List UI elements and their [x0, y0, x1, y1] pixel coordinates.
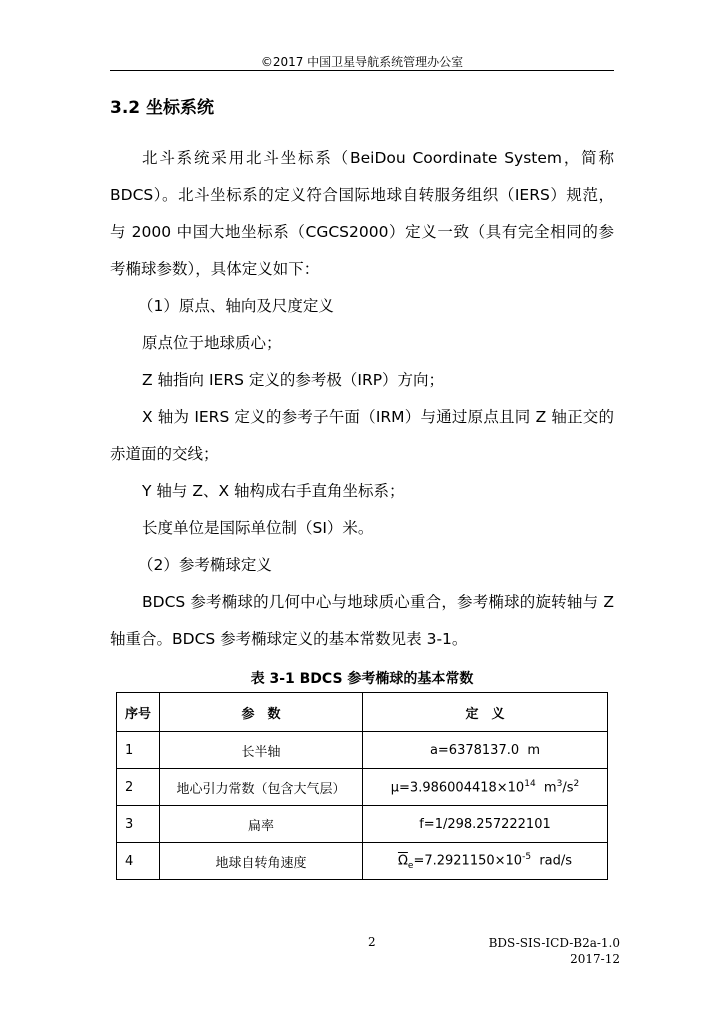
table-header-row	[117, 693, 608, 732]
def-unit-exp: 3	[556, 778, 563, 789]
def-subscript: e	[407, 860, 414, 871]
def-unit: m	[535, 780, 557, 796]
row-param: 地球自转角速度	[160, 843, 363, 880]
row-param: 长半轴	[160, 732, 363, 769]
section-title: 3.2 坐标系统	[110, 98, 215, 118]
row-no: 3	[117, 806, 160, 843]
def-unit-exp: 2	[573, 778, 580, 789]
paragraph-intro: 北斗系统采用北斗坐标系（BeiDou Coordinate System，简称BDCS）。北斗坐标系的定义符合国际地球自转服务组织（IERS）规范，与 2000 中国大地坐标系（CGCS2000）定义一致（具有完全相同的参考椭球参数），具体定义如下：	[110, 149, 614, 278]
paragraph-origin: 原点位于地球质心；	[142, 334, 282, 352]
table-row	[117, 769, 608, 806]
paragraph-heading-2: （2）参考椭球定义	[138, 556, 272, 574]
header-rule	[110, 70, 614, 71]
row-param: 扁率	[160, 806, 363, 843]
header-param: 参 数	[160, 693, 363, 732]
def-unit-mid: /s	[562, 780, 574, 796]
paragraph-length-unit: 长度单位是国际单位制（SI）米。	[142, 519, 374, 537]
doc-id-text: BDS-SIS-ICD-B2a-1.0	[488, 936, 620, 950]
paragraph-z-axis: Z 轴指向 IERS 定义的参考极（IRP）方向；	[142, 371, 445, 389]
row-def	[363, 843, 608, 880]
table-row	[117, 843, 608, 880]
row-param: 地心引力常数（包含大气层）	[160, 769, 363, 806]
def-exponent: 14	[524, 778, 536, 789]
header-def: 定 义	[363, 693, 608, 732]
body-text	[110, 140, 614, 658]
paragraph-heading-1: （1）原点、轴向及尺度定义	[138, 297, 334, 315]
def-base: =7.2921150×10	[413, 852, 523, 868]
def-unit: rad/s	[531, 852, 573, 868]
def-symbol: $\overline{\Omega}$	[397, 852, 408, 868]
constants-table	[116, 692, 608, 880]
header-no: 序号	[117, 693, 160, 732]
doc-identifier	[489, 935, 620, 967]
row-no: 2	[117, 769, 160, 806]
paragraph-ellipsoid: BDCS 参考椭球的几何中心与地球质心重合，参考椭球的旋转轴与 Z 轴重合。BDCS 参考椭球定义的基本常数见表 3-1。	[110, 593, 614, 648]
row-no: 4	[117, 843, 160, 880]
row-no: 1	[117, 732, 160, 769]
table-caption: 表 3-1 BDCS 参考椭球的基本常数	[250, 671, 474, 687]
table-row	[117, 732, 608, 769]
doc-date: 2017-12	[570, 952, 620, 966]
row-def: a=6378137.0 m	[363, 732, 608, 769]
row-def	[363, 769, 608, 806]
paragraph-x-axis: X 轴为 IERS 定义的参考子午面（IRM）与通过原点且同 Z 轴正交的赤道面的交线；	[110, 408, 614, 463]
table-row	[117, 806, 608, 843]
page-number: 2	[368, 935, 376, 949]
paragraph-y-axis: Y 轴与 Z、X 轴构成右手直角坐标系；	[142, 482, 405, 500]
page-header: ©2017 中国卫星导航系统管理办公室	[260, 55, 464, 69]
def-base: μ=3.986004418×10	[390, 780, 525, 796]
def-exponent: -5	[522, 851, 532, 862]
row-def: f=1/298.257222101	[363, 806, 608, 843]
